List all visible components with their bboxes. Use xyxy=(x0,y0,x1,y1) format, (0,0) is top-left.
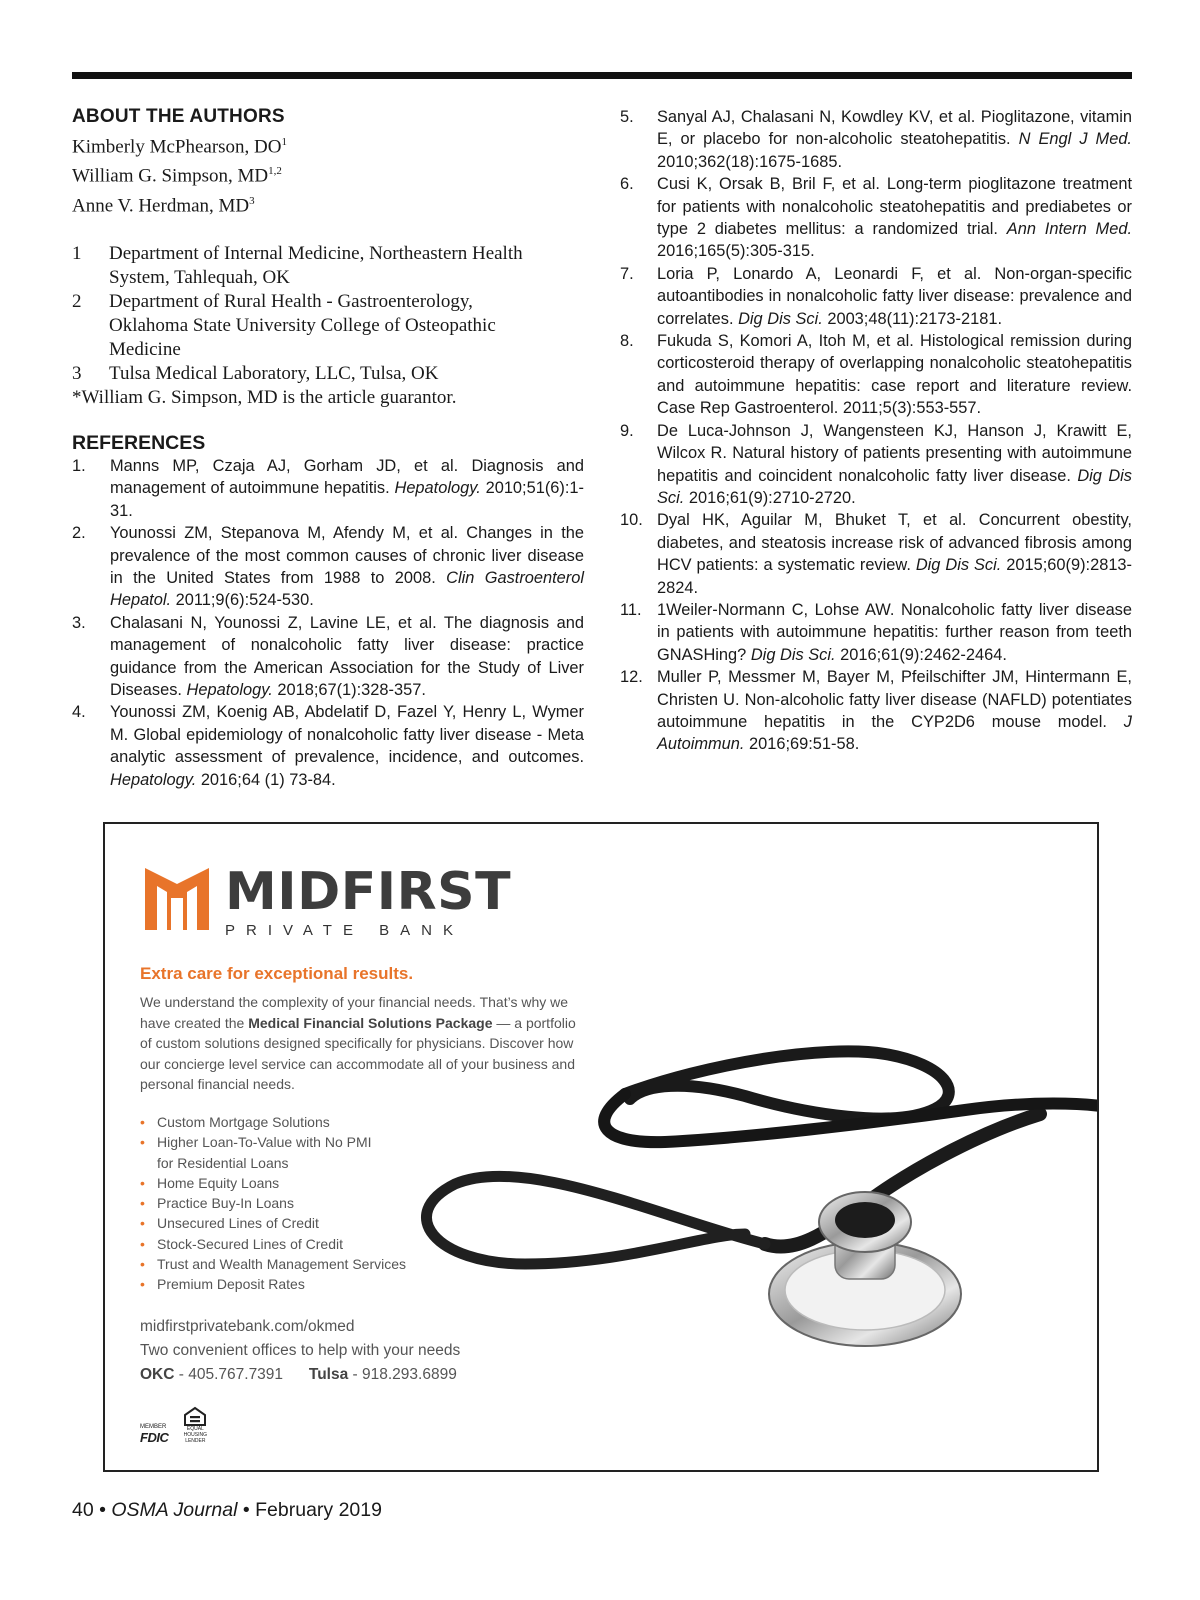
service-label: for Residential Loans xyxy=(157,1154,289,1171)
bullet-icon: • xyxy=(140,1114,145,1130)
bullet-icon: • xyxy=(140,1174,145,1191)
service-item xyxy=(140,1112,406,1132)
reference-item xyxy=(72,455,584,522)
reference-journal: Dig Dis Sci. xyxy=(750,645,836,664)
author-name: William G. Simpson, MD xyxy=(72,165,269,187)
author xyxy=(72,189,584,218)
bullet-icon: • xyxy=(140,1256,145,1273)
affiliation-number: 1 xyxy=(72,242,82,264)
reference-journal: N Engl J Med. xyxy=(1018,130,1132,149)
service-item xyxy=(140,1213,406,1233)
service-label: Higher Loan-To-Value with No PMI xyxy=(157,1134,372,1151)
affiliation-line: System, Tahlequah, OK xyxy=(109,266,290,288)
reference-journal: Hepatology. xyxy=(394,479,481,498)
reference-list xyxy=(72,455,584,791)
service-label: Trust and Wealth Management Services xyxy=(157,1256,407,1273)
reference-text xyxy=(657,420,1132,510)
reference-journal: J Autoimmun. xyxy=(657,712,1132,754)
reference-item xyxy=(620,173,1132,263)
reference-text xyxy=(657,666,1132,756)
reference-text xyxy=(657,173,1132,263)
reference-citation: 2003;48(11):2173-2181. xyxy=(822,309,1003,328)
reference-journal: Hepatology. xyxy=(186,681,273,700)
reference-item xyxy=(72,701,584,791)
page-number: 40 xyxy=(72,1499,94,1521)
affiliation-number: 3 xyxy=(72,362,82,384)
reference-citation: 2010;362(18):1675-1685. xyxy=(657,152,843,171)
author-affil-sup: 3 xyxy=(249,194,255,207)
page-footer xyxy=(72,1499,382,1522)
affiliation xyxy=(72,362,584,386)
reference-text xyxy=(110,701,584,791)
reference-number: 7. xyxy=(620,264,634,283)
bank-building-icon xyxy=(141,862,213,932)
reference-journal: Dig Dis Sci. xyxy=(657,466,1132,507)
service-item xyxy=(140,1173,406,1193)
midfirst-logo xyxy=(141,862,512,939)
reference-number: 12. xyxy=(620,668,643,687)
ad-body-rest: — a portfolio of custom solutions designed specifically for physicians. Discover how our concierge level service can accommodate all of your business and personal financial needs. xyxy=(140,1014,576,1092)
reference-list xyxy=(620,106,1132,756)
affiliation-line: Tulsa Medical Laboratory, LLC, Tulsa, OK xyxy=(109,362,439,384)
reference-authors-title: Sanyal AJ, Chalasani N, Kowdley KV, et al. Pioglitazone, vitamin E, or placebo for non-alcoholic steatohepatitis. xyxy=(657,108,1132,149)
fdic-badge xyxy=(140,1424,168,1444)
reference-authors-title: Younossi ZM, Koenig AB, Abdelatif D, Fazel Y, Henry L, Wymer M. Global epidemiology of nonalcoholic fatty liver disease - Meta analytic assessment of prevalence, incidence, and outcomes. xyxy=(110,703,584,767)
service-item-continued xyxy=(140,1153,406,1173)
reference-text xyxy=(657,330,1132,420)
ad-tagline: Extra care for exceptional results. xyxy=(140,964,414,983)
author-affil-sup: 1,2 xyxy=(268,165,282,178)
reference-authors-title: De Luca-Johnson J, Wangensteen KJ, Hanson J, Krawitt E, Wilcox R. Natural history of patients presenting with autoimmune hepatitis and coincident nonalcoholic fatty liver disease. xyxy=(657,421,1132,485)
reference-authors-title: Cusi K, Orsak B, Bril F, et al. Long-term pioglitazone treatment for patients with nonalcoholic steatohepatitis and prediabetes or type 2 diabetes mellitus: a randomized trial. xyxy=(657,175,1132,239)
affiliation-text xyxy=(109,290,496,362)
bullet-icon: • xyxy=(140,1276,145,1293)
reference-number: 11. xyxy=(620,600,642,619)
reference-item xyxy=(620,330,1132,420)
reference-number: 6. xyxy=(620,175,634,194)
reference-number: 9. xyxy=(620,421,634,440)
guarantor-note: *William G. Simpson, MD is the article guarantor. xyxy=(72,386,457,408)
ad-package-name: Medical Financial Solutions Package xyxy=(248,1014,493,1031)
reference-authors-title: 1Weiler-Normann C, Lohse AW. Nonalcoholic fatty liver disease in patients with autoimmune hepatitis: further reason from teeth GNASHing? xyxy=(657,600,1132,664)
author-name: Anne V. Herdman, MD xyxy=(72,194,250,216)
service-item xyxy=(140,1234,406,1254)
service-item xyxy=(140,1193,406,1213)
affiliation xyxy=(72,242,584,290)
affiliation-text xyxy=(109,242,523,290)
equal-housing-icon xyxy=(183,1406,207,1426)
reference-item xyxy=(620,666,1132,756)
ad-body xyxy=(140,992,580,1095)
reference-authors-title: Manns MP, Czaja AJ, Gorham JD, et al. Diagnosis and management of autoimmune hepatitis. xyxy=(110,456,584,498)
reference-journal: Clin Gastroenterol Hepatol. xyxy=(110,569,585,610)
okc-phone: - 405.767.7391 xyxy=(174,1366,284,1383)
bullet-icon: • xyxy=(140,1195,145,1212)
reference-number: 5. xyxy=(620,108,634,126)
reference-item xyxy=(620,420,1132,510)
reference-authors-title: Dyal HK, Aguilar M, Bhuket T, et al. Concurrent obestity, diabetes, and steatosis increase risk of advanced fibrosis among HCV patients: a systematic review. xyxy=(657,511,1132,575)
ad-phone-numbers xyxy=(140,1366,457,1384)
ad-badges xyxy=(140,1406,210,1444)
reference-number: 8. xyxy=(620,332,634,351)
okc-label: OKC xyxy=(140,1366,175,1383)
reference-text xyxy=(657,106,1132,173)
reference-item xyxy=(620,509,1132,599)
author xyxy=(72,130,584,159)
reference-journal: Hepatology. xyxy=(110,770,197,789)
reference-authors-title: Younossi ZM, Stepanova M, Afendy M, et al. Changes in the prevalence of the most common causes of chronic liver disease in the United States from 1988 to 2008. xyxy=(110,524,584,588)
author-name: Kimberly McPhearson, DO xyxy=(72,136,282,158)
bullet-icon: • xyxy=(140,1134,145,1151)
reference-text xyxy=(110,522,584,612)
reference-journal: Ann Intern Med. xyxy=(1006,220,1132,239)
authors-heading: ABOUT THE AUTHORS xyxy=(72,106,285,127)
fdic-text: FDIC xyxy=(140,1430,169,1445)
author-affil-sup: 1 xyxy=(281,136,287,148)
reference-citation: 2011;9(6):524-530. xyxy=(171,591,314,610)
right-column xyxy=(620,106,1132,756)
reference-journal: Dig Dis Sci. xyxy=(738,309,823,328)
reference-citation: 2018;67(1):328-357. xyxy=(272,681,426,700)
service-item xyxy=(140,1254,406,1274)
reference-number: 2. xyxy=(72,524,86,543)
reference-authors-title: Chalasani N, Younossi Z, Lavine LE, et al. The diagnosis and management of nonalcoholic fatty liver disease: practice guidance from the American Association for the Study of Liver Diseases. xyxy=(110,613,584,700)
reference-authors-title: Fukuda S, Komori A, Itoh M, et al. Histological remission during corticosteroid therapy of overlapping nonalcoholic steatohepatitis and autoimmune hepatitis: case report and literature review. Case Rep Gastroenterol. 2011;5(3):553-557. xyxy=(657,332,1132,418)
author-list xyxy=(72,130,584,218)
reference-text xyxy=(110,455,584,522)
ad-body-intro: We understand the complexity of your financial needs. That’s why we have created the xyxy=(140,994,569,1031)
tulsa-label: Tulsa xyxy=(308,1366,349,1383)
issue-date: February 2019 xyxy=(255,1499,382,1521)
reference-item xyxy=(620,599,1132,666)
reference-number: 3. xyxy=(72,613,86,632)
service-label: Stock-Secured Lines of Credit xyxy=(157,1235,343,1252)
bullet-spacer xyxy=(140,1153,157,1173)
equal-housing-lender-badge xyxy=(180,1406,210,1444)
service-label: Practice Buy-In Loans xyxy=(157,1195,294,1212)
reference-authors-title: Muller P, Messmer M, Bayer M, Pfeilschifter JM, Hintermann E, Christen U. Non-alcoholic fatty liver disease (NAFLD) potentiates autoimmune hepatitis in the CYP2D6 mouse model. xyxy=(657,668,1132,731)
reference-item xyxy=(72,522,584,612)
bullet-icon: • xyxy=(140,1235,145,1252)
midfirst-advertisement xyxy=(103,822,1099,1472)
tulsa-phone: - 918.293.6899 xyxy=(348,1366,457,1383)
service-label: Home Equity Loans xyxy=(157,1174,280,1191)
affiliation xyxy=(72,290,584,362)
reference-citation: 2016;165(5):305-315. xyxy=(657,242,815,261)
reference-text xyxy=(657,263,1132,330)
reference-citation: 2016;64 (1) 73-84. xyxy=(196,770,336,789)
journal-name: OSMA Journal xyxy=(111,1499,238,1521)
reference-item xyxy=(620,106,1132,173)
service-item xyxy=(140,1274,406,1294)
left-column xyxy=(72,106,584,791)
reference-citation: 2016;61(9):2710-2720. xyxy=(684,488,856,507)
reference-citation: 2015;60(9):2813-2824. xyxy=(657,556,1133,597)
footer-separator: • xyxy=(93,1499,112,1521)
service-item xyxy=(140,1132,406,1152)
service-label: Unsecured Lines of Credit xyxy=(157,1215,319,1232)
reference-text xyxy=(110,612,584,702)
equal-housing-text: EQUAL HOUSING LENDER xyxy=(183,1426,208,1444)
affiliation-line: Oklahoma State University College of Osteopathic xyxy=(109,314,496,336)
reference-citation: 2016;69:51-58. xyxy=(744,735,860,754)
affiliation-list xyxy=(72,242,584,386)
affiliation-line: Department of Internal Medicine, Northeastern Health xyxy=(109,242,523,264)
brand-subtitle: PRIVATE BANK xyxy=(225,922,464,939)
reference-number: 1. xyxy=(72,456,86,475)
reference-citation: 2010;51(6):1-31. xyxy=(110,479,584,520)
ad-website-link[interactable]: midfirstprivatebank.com/okmed xyxy=(140,1318,355,1335)
reference-text xyxy=(657,599,1132,666)
brand-name: MIDFIRST xyxy=(225,862,512,922)
affiliation-number: 2 xyxy=(72,290,82,312)
top-rule xyxy=(72,72,1132,79)
fdic-member-text: MEMBER xyxy=(140,1424,167,1430)
reference-item xyxy=(620,263,1132,330)
reference-number: 4. xyxy=(72,703,86,722)
reference-number: 10. xyxy=(620,511,643,530)
bullet-icon: • xyxy=(140,1215,145,1232)
reference-text xyxy=(657,509,1132,599)
ad-offices-text: Two convenient offices to help with your needs xyxy=(140,1342,461,1359)
footer-separator: • xyxy=(237,1499,256,1521)
reference-journal: Dig Dis Sci. xyxy=(915,556,1002,575)
references-heading: REFERENCES xyxy=(72,431,206,454)
reference-authors-title: Loria P, Lonardo A, Leonardi F, et al. Non-organ-specific autoantibodies in nonalcoholic fatty liver disease: prevalence and correlates. xyxy=(657,264,1132,328)
affiliation-line: Medicine xyxy=(109,338,181,360)
affiliation-line: Department of Rural Health - Gastroenterology, xyxy=(109,290,473,312)
service-label: Premium Deposit Rates xyxy=(157,1276,305,1293)
author xyxy=(72,159,584,188)
reference-citation: 2016;61(9):2462-2464. xyxy=(835,645,1007,664)
service-list xyxy=(140,1112,406,1295)
service-label: Custom Mortgage Solutions xyxy=(157,1114,330,1130)
reference-item xyxy=(72,612,584,702)
